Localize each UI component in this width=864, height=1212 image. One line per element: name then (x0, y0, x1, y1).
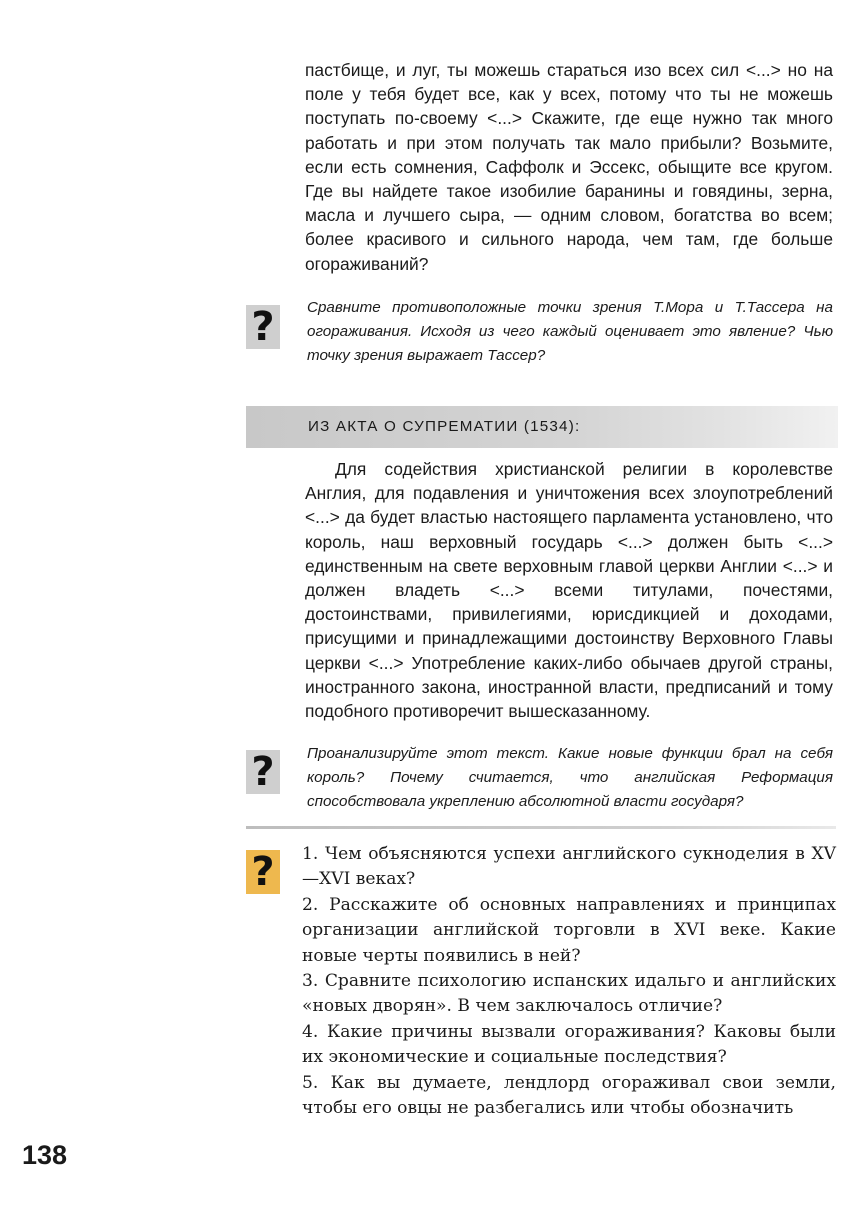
review-questions-list (302, 842, 836, 1121)
section-title: ИЗ АКТА О СУПРЕМАТИИ (1534): (308, 418, 581, 435)
page-number: 138 (22, 1140, 68, 1170)
question-text-2: Проанализируйте этот текст. Какие новые функции брал на себя король? Почему считается, что английская Реформация способствовала укреплению абсолютной власти государя? (307, 745, 833, 810)
question-mark-icon: ? (246, 850, 280, 894)
review-question-item: 1. Чем объясняются успехи английского сукноделия в XV—XVI веках? (302, 844, 836, 890)
act-of-supremacy-paragraph: Для содействия христианской религии в королевстве Англия, для подавления и уничтожения всех злоупотреблений <...> да будет властью настоящего парламента установлено, что король, наш верховный государь <...> должен быть <...> единственным на свете верховным главой церкви Англии <...> и должен владеть <...> всеми титулами, почестями, достоинствами, привилегиями, юрисдикцией и доходами, присущими и принадлежащими достоинству Верховного Главы церкви <...> Употребление каких-либо обычаев другой страны, иностранного закона, иностранной власти, предписаний и тому подобного противоречит вышесказанному. (305, 459, 833, 722)
question-mark-icon: ? (246, 750, 280, 794)
review-question-item: 2. Расскажите об основных направлениях и принципах организации английской торговли в XVI веке. Какие новые черты появились в ней? (302, 894, 836, 966)
review-question-item: 5. Как вы думаете, лендлорд огораживал свои земли, чтобы его овцы не разбегались или чтобы обозначить (302, 1072, 836, 1119)
section-header-bar (246, 406, 838, 448)
review-question-item: 4. Какие причины вызвали огораживания? Каковы были их экономические и социальные последствия? (302, 1021, 836, 1068)
question-text-1: Сравните противоположные точки зрения Т.Мора и Т.Тассера на огораживания. Исходя из чего каждый оценивает это явление? Чью точку зрения выражает Тассер? (307, 299, 833, 364)
tusser-quote-paragraph: пастбище, и луг, ты можешь стараться изо всех сил <...> но на поле у тебя будет все, как у всех, потому что ты не можешь поступать по-своему <...> Скажите, где еще нужно так много работать и при этом получать так мало прибыли? Возьмите, если есть сомнения, Саффолк и Эссекс, обыщите все кругом. Где вы найдете такое изобилие баранины и говядины, зерна, масла и лучшего сыра, — одним словом, богатства во всем; более красивого и сильного народа, чем там, где больше огораживаний? (305, 60, 833, 274)
section-divider (246, 826, 836, 829)
question-mark-icon: ? (246, 305, 280, 349)
review-question-item: 3. Сравните психологию испанских идальго и английских «новых дворян». В чем заключалось отличие? (302, 971, 836, 1017)
